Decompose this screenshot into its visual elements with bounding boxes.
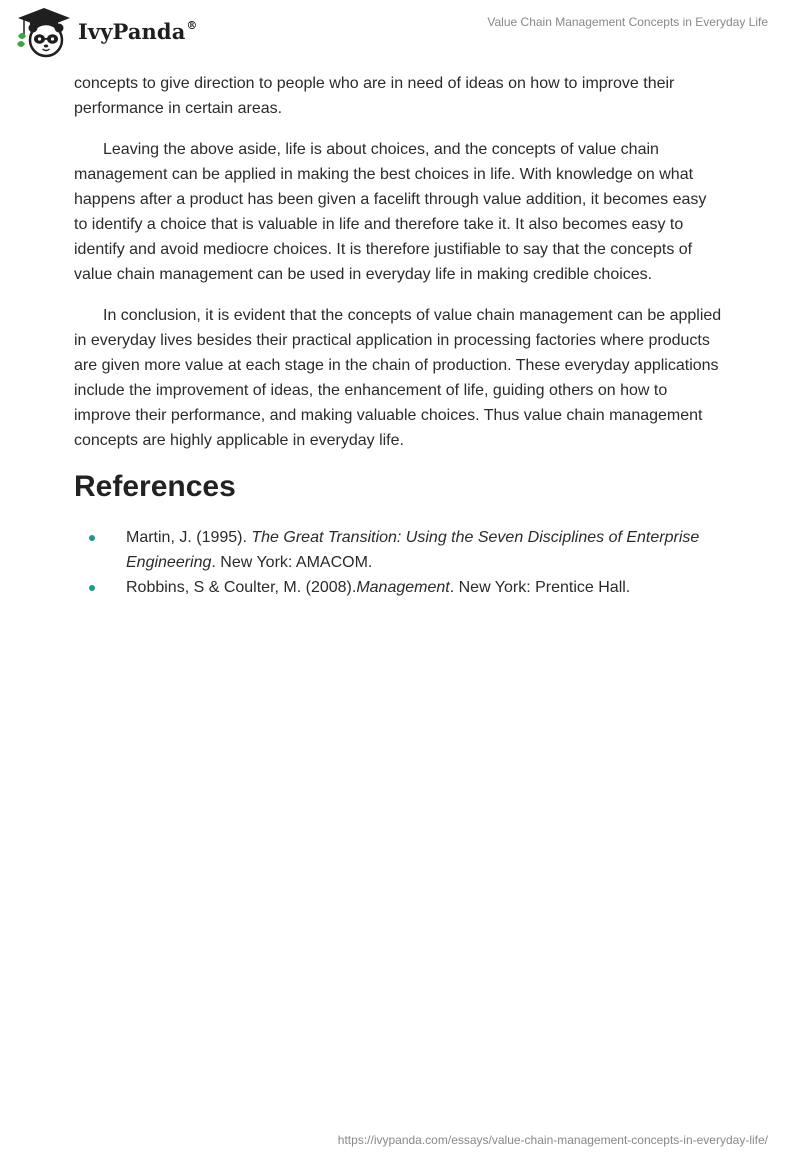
document-title: Value Chain Management Concepts in Everyday Life [487,15,768,29]
essay-content [74,71,724,600]
reference-item [74,575,724,600]
brand-name: IvyPanda [78,19,186,44]
bullet-icon [89,535,95,541]
reference-authors: Robbins, S & Coulter, M. (2008). [126,579,357,596]
bullet-icon [89,585,95,591]
reference-authors: Martin, J. (1995). [126,529,252,546]
brand-logo-text[interactable] [78,19,198,44]
reference-publisher: . New York: AMACOM. [211,554,373,571]
page-header [0,0,800,64]
reference-title: Management [356,579,450,596]
references-list [74,525,724,600]
registered-mark: ® [186,19,198,32]
body-paragraph: In conclusion, it is evident that the concepts of value chain management can be applied in everyday lives besides their practical application in processing factories where products are given more value at each stage in the chain of production. These everyday applications include the improvement of ideas, the enhancement of life, guiding others on how to improve their performance, and making valuable choices. Thus value chain management concepts are highly applicable in everyday life. [74,307,722,449]
body-paragraph: concepts to give direction to people who are in need of ideas on how to improve their performance in certain areas. [74,75,675,117]
panda-graduate-icon [14,6,74,58]
reference-item [74,525,724,575]
references-heading: References [74,470,236,503]
reference-publisher: . New York: Prentice Hall. [449,579,631,596]
reference-title: The Great Transition: Using the Seven Disciplines of Enterprise Engineering [126,529,700,571]
footer-url-link[interactable]: https://ivypanda.com/essays/value-chain-management-concepts-in-everyday-life/ [337,1133,768,1147]
body-paragraph: Leaving the above aside, life is about choices, and the concepts of value chain management can be applied in making the best choices in life. With knowledge on what happens after a product has been given a facelift through value addition, it becomes easy to identify a choice that is valuable in life and therefore take it. It also becomes easy to identify and avoid mediocre choices. It is therefore justifiable to say that the concepts of value chain management can be used in everyday life in making credible choices. [74,141,707,283]
